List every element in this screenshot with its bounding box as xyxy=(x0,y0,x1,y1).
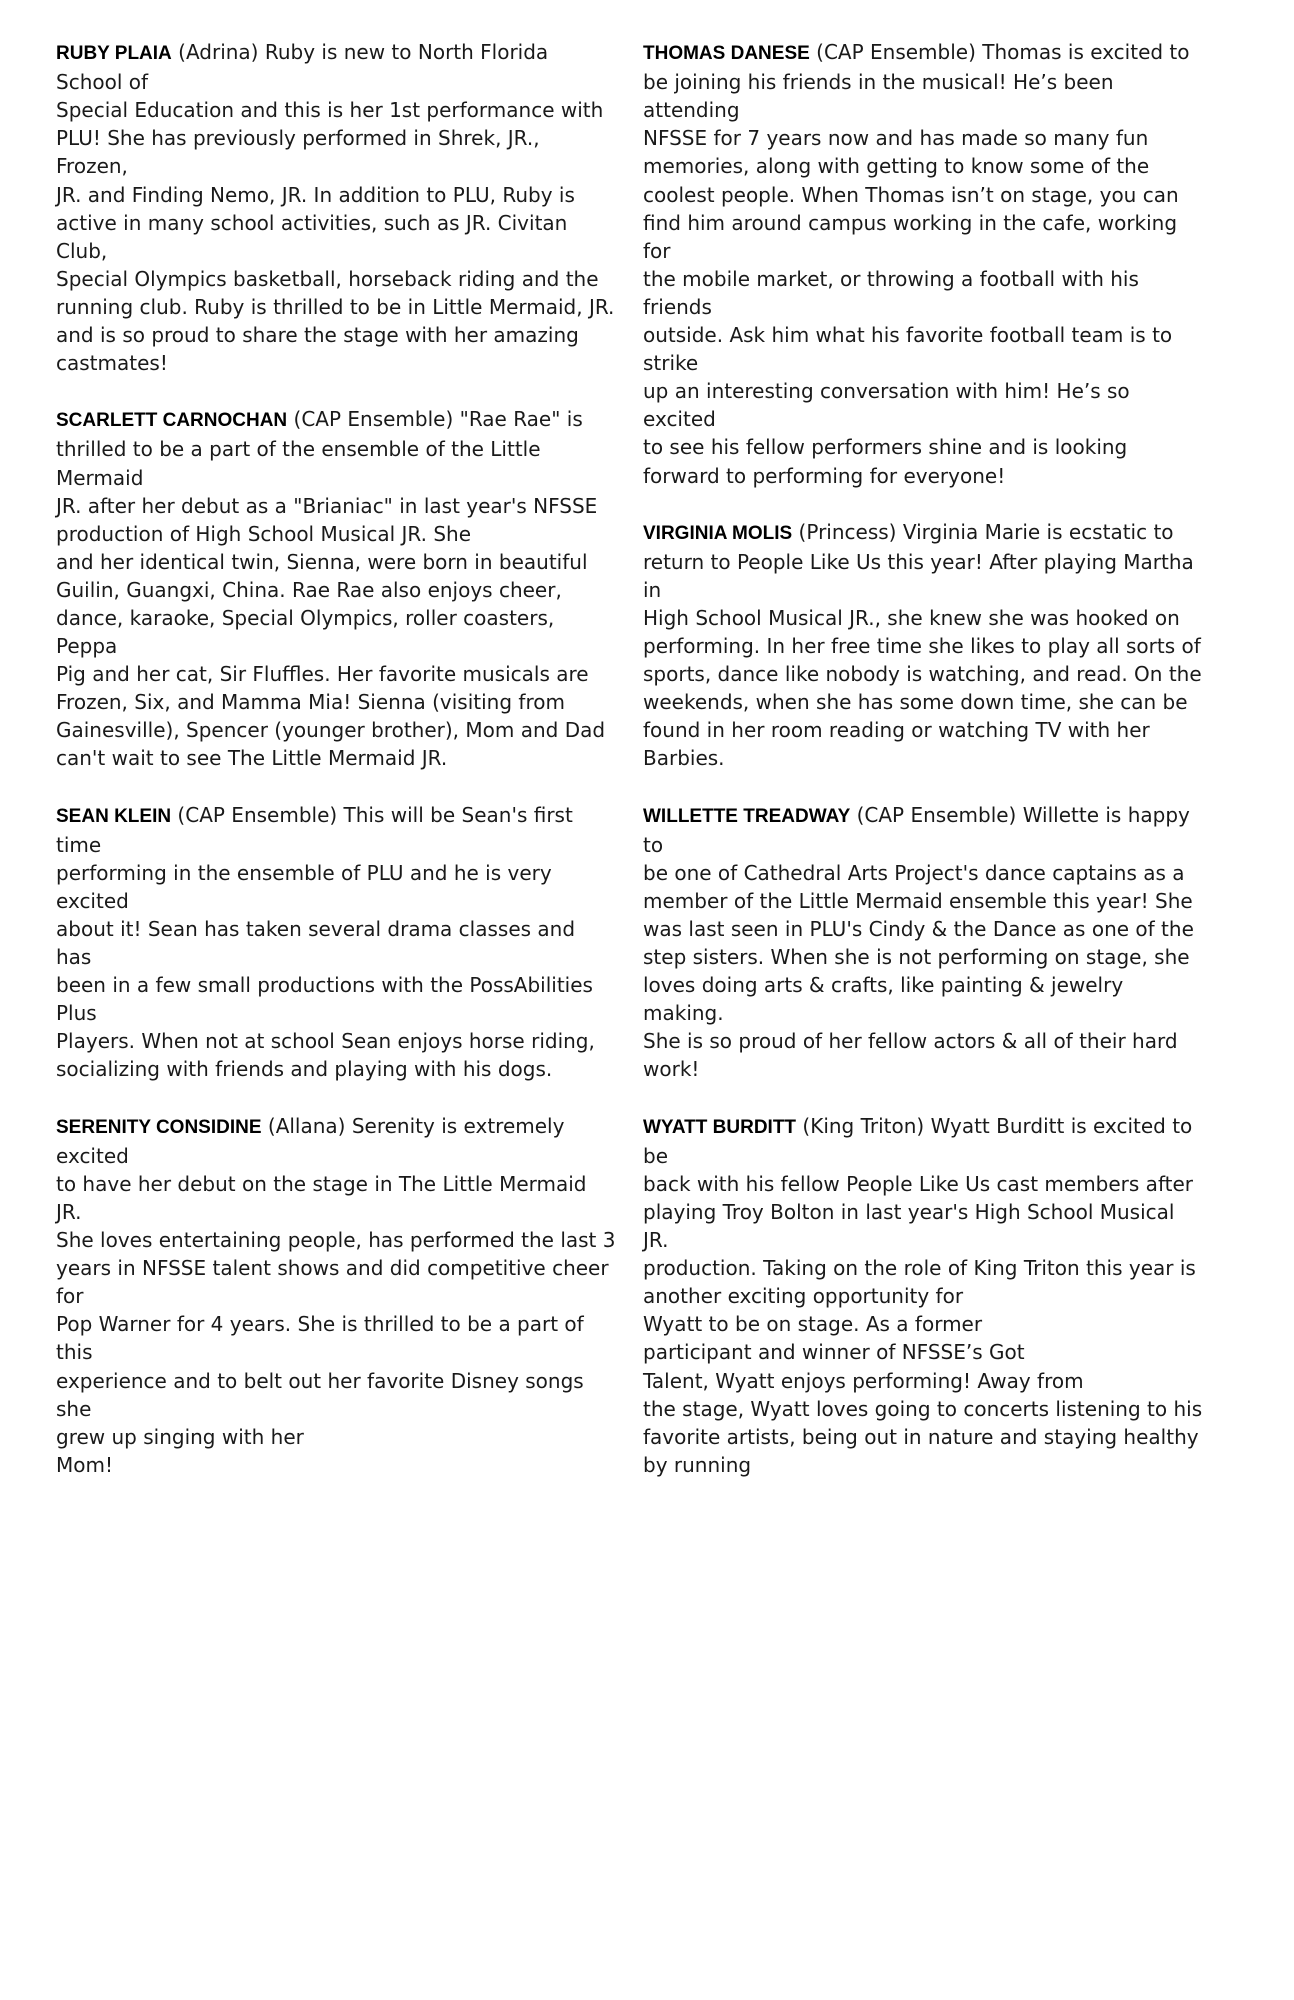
cast-name: SCARLETT CARNOCHAN xyxy=(56,410,288,432)
bio-wyatt-burditt xyxy=(643,1112,1203,1479)
bio-text: (CAP Ensemble) This will be Sean's first time performing in the ensemble of PLU and he is very excited about it! Sean has taken several drama classes and has been in a few small productions with the PossAbilities Plus Players. When not at school Sean enjoys horse riding, socializing with friends and playing with his dogs. xyxy=(56,802,595,1082)
bio-text: (Adrina) Ruby is new to North Florida School of Special Education and this is her 1st performance with PLU! She has previously performed in Shrek, JR., Frozen, JR. and Finding Nemo, JR. In addition to PLU, Ruby is active in many school activities, such as JR. Civitan Club, Special Olympics basketball, horseback riding and the running club. Ruby is thrilled to be in Little Mermaid, JR. and is so proud to share the stage with her amazing castmates! xyxy=(56,40,615,376)
right-column xyxy=(643,10,1203,1507)
cast-name: SERENITY CONSIDINE xyxy=(56,1116,262,1138)
bio-virginia-molis xyxy=(643,518,1203,773)
bio-serenity-considine xyxy=(56,1112,616,1479)
cast-name: RUBY PLAIA xyxy=(56,43,172,65)
cast-name: WYATT BURDITT xyxy=(643,1116,797,1138)
bio-text: (Allana) Serenity is extremely excited to have her debut on the stage in The Little Mermaid JR. She loves entertaining people, has performed the last 3 years in NFSSE talent shows and did competitive cheer for Pop Warner for 4 years. She is thrilled to be a part of this experience and to belt out her favorite Disney songs she grew up singing with her Mom! xyxy=(56,1113,616,1477)
left-column xyxy=(56,10,616,1507)
cast-name: SEAN KLEIN xyxy=(56,805,172,827)
bio-text: (CAP Ensemble) "Rae Rae" is thrilled to be a part of the ensemble of the Little Mermaid JR. after her debut as a "Brianiac" in last year's NFSSE production of High School Musical JR. She and her identical twin, Sienna, were born in beautiful Guilin, Guangxi, China. Rae Rae also enjoys cheer, dance, karaoke, Special Olympics, roller coasters, Peppa Pig and her cat, Sir Fluffles. Her favorite musicals are Frozen, Six, and Mamma Mia! Sienna (visiting from Gainesville), Spencer (younger brother), Mom and Dad can't wait to see The Little Mermaid JR. xyxy=(56,407,606,771)
bio-willette-treadway xyxy=(643,801,1203,1084)
cast-name: WILLETTE TREADWAY xyxy=(643,805,851,827)
cast-name: VIRGINIA MOLIS xyxy=(643,522,793,544)
bio-sean-klein xyxy=(56,801,616,1084)
bio-thomas-danese xyxy=(643,38,1203,490)
cast-name: THOMAS DANESE xyxy=(643,43,810,65)
bio-ruby-plaia xyxy=(56,38,616,377)
bio-text: (Princess) Virginia Marie is ecstatic to return to People Like Us this year! After playing Martha in High School Musical JR., she knew she was hooked on performing. In her free time she likes to play all sorts of sports, dance like nobody is watching, and read. On the weekends, when she has some down time, she can be found in her room reading or watching TV with her Barbies. xyxy=(643,519,1202,771)
bio-text: (CAP Ensemble) Willette is happy to be one of Cathedral Arts Project's dance captains as a member of the Little Mermaid ensemble this year! She was last seen in PLU's Cindy & the Dance as one of the step sisters. When she is not performing on stage, she loves doing arts & crafts, like painting & jewelry making. She is so proud of her fellow actors & all of their hard work! xyxy=(643,802,1194,1082)
bio-text: (King Triton) Wyatt Burditt is excited to be back with his fellow People Like Us cast members after playing Troy Bolton in last year's High School Musical JR. production. Taking on the role of King Triton this year is another exciting opportunity for Wyatt to be on stage. As a former participant and winner of NFSSE’s Got Talent, Wyatt enjoys performing! Away from the stage, Wyatt loves going to concerts listening to his favorite artists, being out in nature and staying healthy by running xyxy=(643,1113,1203,1477)
bio-text: (CAP Ensemble) Thomas is excited to be joining his friends in the musical! He’s been attending NFSSE for 7 years now and has made so many fun memories, along with getting to know some of the coolest people. When Thomas isn’t on stage, you can find him around campus working in the cafe, working for the mobile market, or throwing a football with his friends outside. Ask him what his favorite football team is to strike up an interesting conversation with him! He’s so excited to see his fellow performers shine and is looking forward to performing for everyone! xyxy=(643,40,1190,488)
bio-scarlett-carnochan xyxy=(56,405,616,772)
